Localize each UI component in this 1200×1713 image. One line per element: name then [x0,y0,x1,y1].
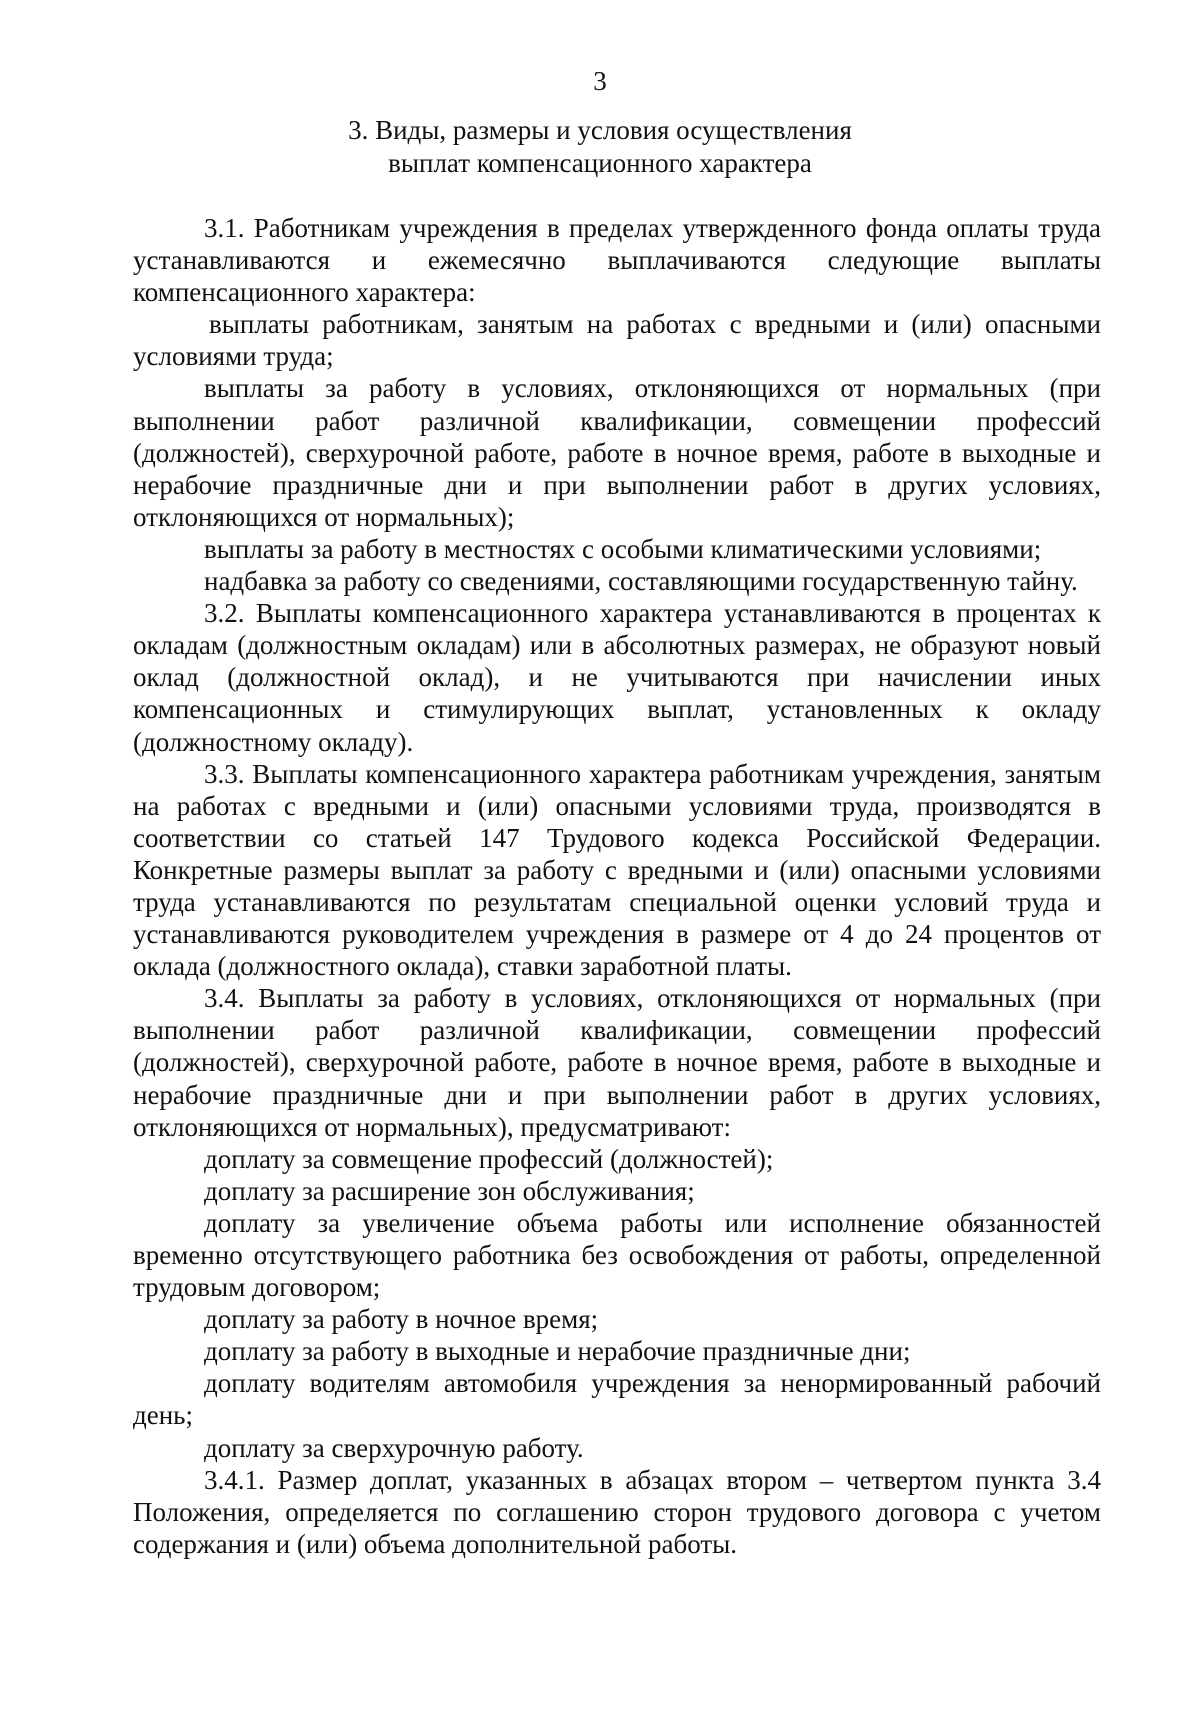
section-title-line-2: выплат компенсационного характера [388,148,812,178]
paragraph-3-3: 3.3. Выплаты компенсационного характера работникам учреждения, занятым на работах с вредными и (или) опасными условиями труда, производятся в соответствии со статьей 147 Трудового кодекса Российской Федерации. Конкретные размеры выплат за работу с вредными и (или) опасными условиями труда устанавливаются по результатам специальной оценки условий труда и устанавливаются руководителем учреждения в размере от 4 до 24 процентов от оклада (должностного оклада), ставки заработной платы. [133,758,1101,982]
list-item: доплату за увеличение объема работы или исполнение обязанностей временно отсутствующего работника без освобождения от работы, определенной трудовым договором; [133,1207,1101,1303]
list-item: выплаты за работу в местностях с особыми климатическими условиями; [204,533,1042,564]
paragraph-3-2: 3.2. Выплаты компенсационного характера устанавливаются в процентах к окладам (должностным окладам) или в абсолютных размерах, не образуют новый оклад (должностной оклад), и не учитываются при начислении иных компенсационных и стимулирующих выплат, установленных к окладу (должностному окладу). [133,598,1101,757]
list-item: доплату за совмещение профессий (должностей); [204,1143,774,1174]
page-number: 3 [593,66,607,96]
section-title [0,114,1200,180]
list-item: доплату за расширение зон обслуживания; [204,1175,695,1206]
list-item: выплаты работникам, занятым на работах с вредными и (или) опасными условиями труда; [133,309,1101,372]
list-item: доплату за работу в ночное время; [204,1304,599,1335]
paragraph-3-4-1: 3.4.1. Размер доплат, указанных в абзацах втором – четвертом пункта 3.4 Положения, определяется по соглашению сторон трудового договора с учетом содержания и (или) объема дополнительной работы. [133,1464,1101,1559]
list-item: доплату водителям автомобиля учреждения за ненормированный рабочий день; [133,1368,1101,1431]
section-title-line-1: 3. Виды, размеры и условия осуществления [348,115,852,145]
list-item: выплаты за работу в условиях, отклоняющихся от нормальных (при выполнении работ различной квалификации, совмещении профессий (должностей), сверхурочной работе, работе в ночное время, работе в выходные и нерабочие праздничные дни и при выполнении работ в других условиях, отклоняющихся от нормальных); [133,373,1101,532]
paragraph-3-1: 3.1. Работникам учреждения в пределах утвержденного фонда оплаты труда устанавливаются и ежемесячно выплачиваются следующие выплаты компенсационного характера: [133,213,1101,308]
paragraph-3-4: 3.4. Выплаты за работу в условиях, отклоняющихся от нормальных (при выполнении работ различной квалификации, совмещении профессий (должностей), сверхурочной работе, работе в ночное время, работе в выходные и нерабочие праздничные дни и при выполнении работ в других условиях, отклоняющихся от нормальных), предусматривают: [133,983,1101,1142]
list-item: доплату за работу в выходные и нерабочие праздничные дни; [204,1336,911,1367]
list-item: надбавка за работу со сведениями, составляющими государственную тайну. [204,566,1078,597]
document-body [133,212,1101,1560]
list-item: доплату за сверхурочную работу. [204,1432,584,1463]
